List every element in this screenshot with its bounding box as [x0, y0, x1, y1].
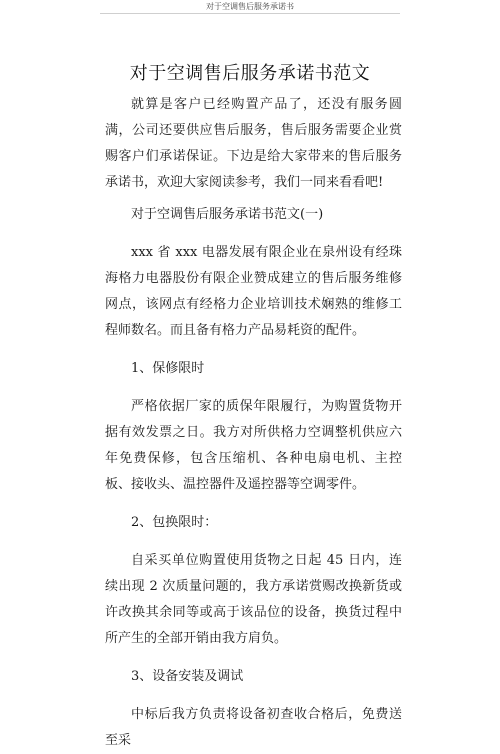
section-2-heading: 2、包换限时：	[131, 515, 218, 530]
section-3-heading: 3、设备安装及调试	[131, 669, 244, 684]
section-1-heading: 1、保修限时	[131, 361, 205, 376]
company-paragraph: xxx 省 xxx 电器发展有限企业在泉州设有经珠海格力电器股份有限企业赞成建立的售后服务维修网点，该网点有经格力企业培训技术娴熟的维修工程师数名。而且备有格力产品易耗资的配件。	[105, 245, 402, 338]
section-2-body: 自采买单位购置使用货物之日起 45 日内，连续出现 2 次质量问题的，我方承诺赏赐改换新货或许改换其余同等或高于该品位的设备，换货过程中所产生的全部开销由我方肩负。	[105, 553, 402, 646]
document-title: 对于空调售后服务承诺书范文	[129, 63, 371, 84]
header-divider	[100, 13, 400, 14]
section-3-body: 中标后我方负责将设备初查收合格后，免费送至采	[105, 707, 402, 748]
subtitle: 对于空调售后服务承诺书范文(一)	[131, 207, 324, 222]
document-body	[105, 92, 402, 754]
intro-paragraph: 就算是客户已经购置产品了，还没有服务圆满，公司还要供应售后服务，售后服务需要企业赏赐客户们承诺保证。下边是给大家带来的售后服务承诺书，欢迎大家阅读参考，我们一同来看看吧!	[105, 97, 402, 190]
section-1-body: 严格依据厂家的质保年限履行，为购置货物开据有效发票之日。我方对所供格力空调整机供应六年免费保修，包含压缩机、各种电扇电机、主控板、接收头、温控器件及遥控器等空调零件。	[105, 399, 402, 492]
page-header: 对于空调售后服务承诺书	[206, 2, 294, 11]
